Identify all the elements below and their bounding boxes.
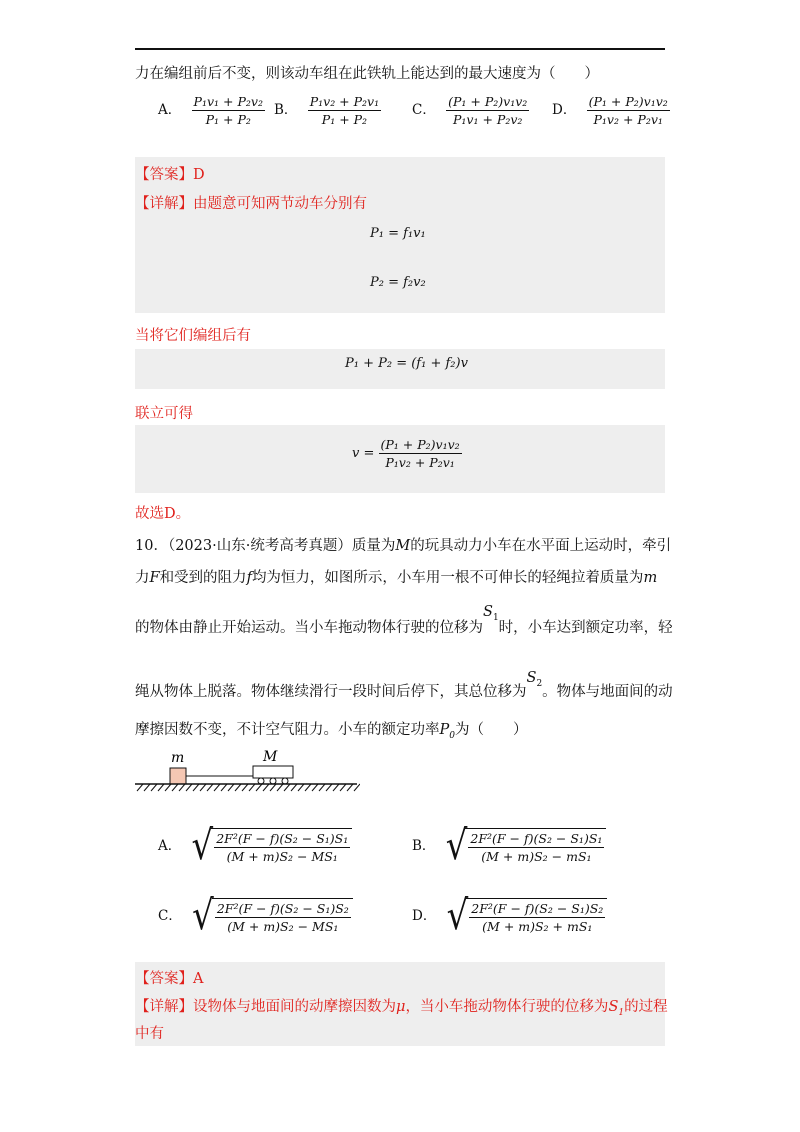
sqrt-icon: √ <box>192 892 214 940</box>
option-numerator: (P₁ + P₂)v₁v₂ <box>588 94 668 109</box>
q9-option-a[interactable]: A． $\frac{\text{P₁v₁ + P₂v₂}}{\text{P₁ + P₂}}$ <box>158 94 263 127</box>
hatch-mark <box>214 784 220 791</box>
hatch-mark <box>354 784 360 791</box>
hatch-mark <box>270 784 276 791</box>
cart-wheel <box>270 778 276 784</box>
q10-figure <box>135 748 360 796</box>
option-denominator: P₁ + P₂ <box>321 112 368 127</box>
cart-and-block-diagram <box>135 748 360 796</box>
q9-equation-2: P₂ = f₂v₂ <box>370 275 426 290</box>
cart-wheel <box>258 778 264 784</box>
option-denominator: P₁v₂ + P₂v₁ <box>593 112 663 127</box>
cart-wheel <box>282 778 288 784</box>
q9-option-c[interactable]: C． $\frac{\text{(P₁ + P₂)v₁v₂}}{\text{P₁v₁ + P₂v₂}}$ <box>412 94 528 127</box>
option-numerator: (P₁ + P₂)v₁v₂ <box>448 94 528 109</box>
hatch-mark <box>298 784 304 791</box>
q9-equation-4: v = $\frac{\text{(P₁ + P₂)v₁v₂}}{\text{P₁v₂ + P₂v₁}}$ <box>352 437 460 470</box>
q9-answer: 【答案】D <box>135 167 205 183</box>
option-denominator: P₁v₁ + P₂v₂ <box>453 112 523 127</box>
hatch-mark <box>235 784 241 791</box>
header-rule <box>135 48 665 50</box>
cart-M <box>253 766 293 778</box>
hatch-mark <box>312 784 318 791</box>
q9-option-b[interactable]: B． $\frac{\text{P₁v₂ + P₂v₁}}{\text{P₁ + P₂}}$ <box>274 94 380 127</box>
hatch-mark <box>256 784 262 791</box>
hatch-mark <box>319 784 325 791</box>
q10-detail-line-2: 中有 <box>135 1026 164 1042</box>
q9-detail-intro: 【详解】由题意可知两节动车分别有 <box>135 196 367 212</box>
hatch-mark <box>186 784 192 791</box>
hatch-mark <box>277 784 283 791</box>
q10-stem-line-4: 绳从物体上脱落。物体继续滑行一段时间后停下，其总位移为$S_2$。物体与地面间的动 <box>135 670 673 700</box>
hatch-mark <box>333 784 339 791</box>
block-label: m <box>171 750 185 766</box>
hatch-mark <box>172 784 178 791</box>
q10-option-b[interactable]: B． √ $\frac{\text{2F²(F − f)(S₂ − S₁)S₁}}{\text{(M + m)S₂ − mS₁}}$ <box>412 828 606 864</box>
hatch-mark <box>207 784 213 791</box>
q10-option-d[interactable]: D． √ $\frac{\text{2F²(F − f)(S₂ − S₁)S₂}}{\text{(M + m)S₂ + mS₁}}$ <box>412 898 607 934</box>
sqrt-icon: √ <box>446 892 469 940</box>
q9-equation-1: P₁ = f₁v₁ <box>370 226 426 241</box>
q10-option-a[interactable]: A． √ $\frac{\text{2F²(F − f)(S₂ − S₁)S₁}}{\text{(M + m)S₂ − MS₁}}$ <box>158 828 352 864</box>
hatch-mark <box>291 784 297 791</box>
q10-detail-line-1: 【详解】设物体与地面间的动摩擦因数为μ，当小车拖动物体行驶的位移为$S_1$的过程 <box>135 999 668 1018</box>
q10-option-c[interactable]: C． √ $\frac{\text{2F²(F − f)(S₂ − S₁)S₂}}{\text{(M + m)S₂ − MS₁}}$ <box>158 898 353 934</box>
hatch-mark <box>263 784 269 791</box>
hatch-mark <box>340 784 346 791</box>
hatch-mark <box>221 784 227 791</box>
cart-label: M <box>263 749 278 765</box>
hatch-mark <box>165 784 171 791</box>
hatch-mark <box>144 784 150 791</box>
q9-option-d[interactable]: D． $\frac{\text{(P₁ + P₂)v₁v₂}}{\text{P₁v₂ + P₂v₁}}$ <box>552 94 668 127</box>
hatch-mark <box>284 784 290 791</box>
block-m <box>170 768 186 784</box>
q9-question-tail: 力在编组前后不变，则该动车组在此铁轨上能达到的最大速度为（ ） <box>135 66 599 82</box>
hatch-mark <box>305 784 311 791</box>
hatch-mark <box>200 784 206 791</box>
option-denominator: P₁ + P₂ <box>205 112 251 127</box>
q9-text-combine: 联立可得 <box>135 406 193 422</box>
q9-equation-3: P₁ + P₂ = (f₁ + f₂)v <box>345 356 468 371</box>
q9-conclusion: 故选D。 <box>135 506 191 522</box>
q10-stem-line-2: 力F和受到的阻力f均为恒力，如图所示，小车用一根不可伸长的轻绳拉着质量为m <box>135 570 658 586</box>
hatch-mark <box>242 784 248 791</box>
hatch-mark <box>158 784 164 791</box>
ground-hatching <box>137 784 360 791</box>
hatch-mark <box>151 784 157 791</box>
hatch-mark <box>347 784 353 791</box>
q9-text-after-grouping: 当将它们编组后有 <box>135 328 251 344</box>
hatch-mark <box>228 784 234 791</box>
sqrt-icon: √ <box>445 822 468 870</box>
hatch-mark <box>326 784 332 791</box>
sqrt-icon: √ <box>191 822 214 870</box>
option-numerator: P₁v₁ + P₂v₂ <box>193 94 263 109</box>
q10-stem-line-3: 的物体由静止开始运动。当小车拖动物体行驶的位移为$S_1$时，小车达到额定功率，轻 <box>135 604 673 636</box>
q10-stem-line-1: 10．（2023·山东·统考高考真题）质量为M的玩具动力小车在水平面上运动时，牵引 <box>135 538 672 554</box>
option-numerator: P₁v₂ + P₂v₁ <box>309 94 380 109</box>
q10-answer: 【答案】A <box>135 971 204 987</box>
hatch-mark <box>249 784 255 791</box>
hatch-mark <box>137 784 143 791</box>
q10-stem-line-5: 摩擦因数不变，不计空气阻力。小车的额定功率$P_0$为（ ） <box>135 722 528 741</box>
hatch-mark <box>179 784 185 791</box>
hatch-mark <box>193 784 199 791</box>
